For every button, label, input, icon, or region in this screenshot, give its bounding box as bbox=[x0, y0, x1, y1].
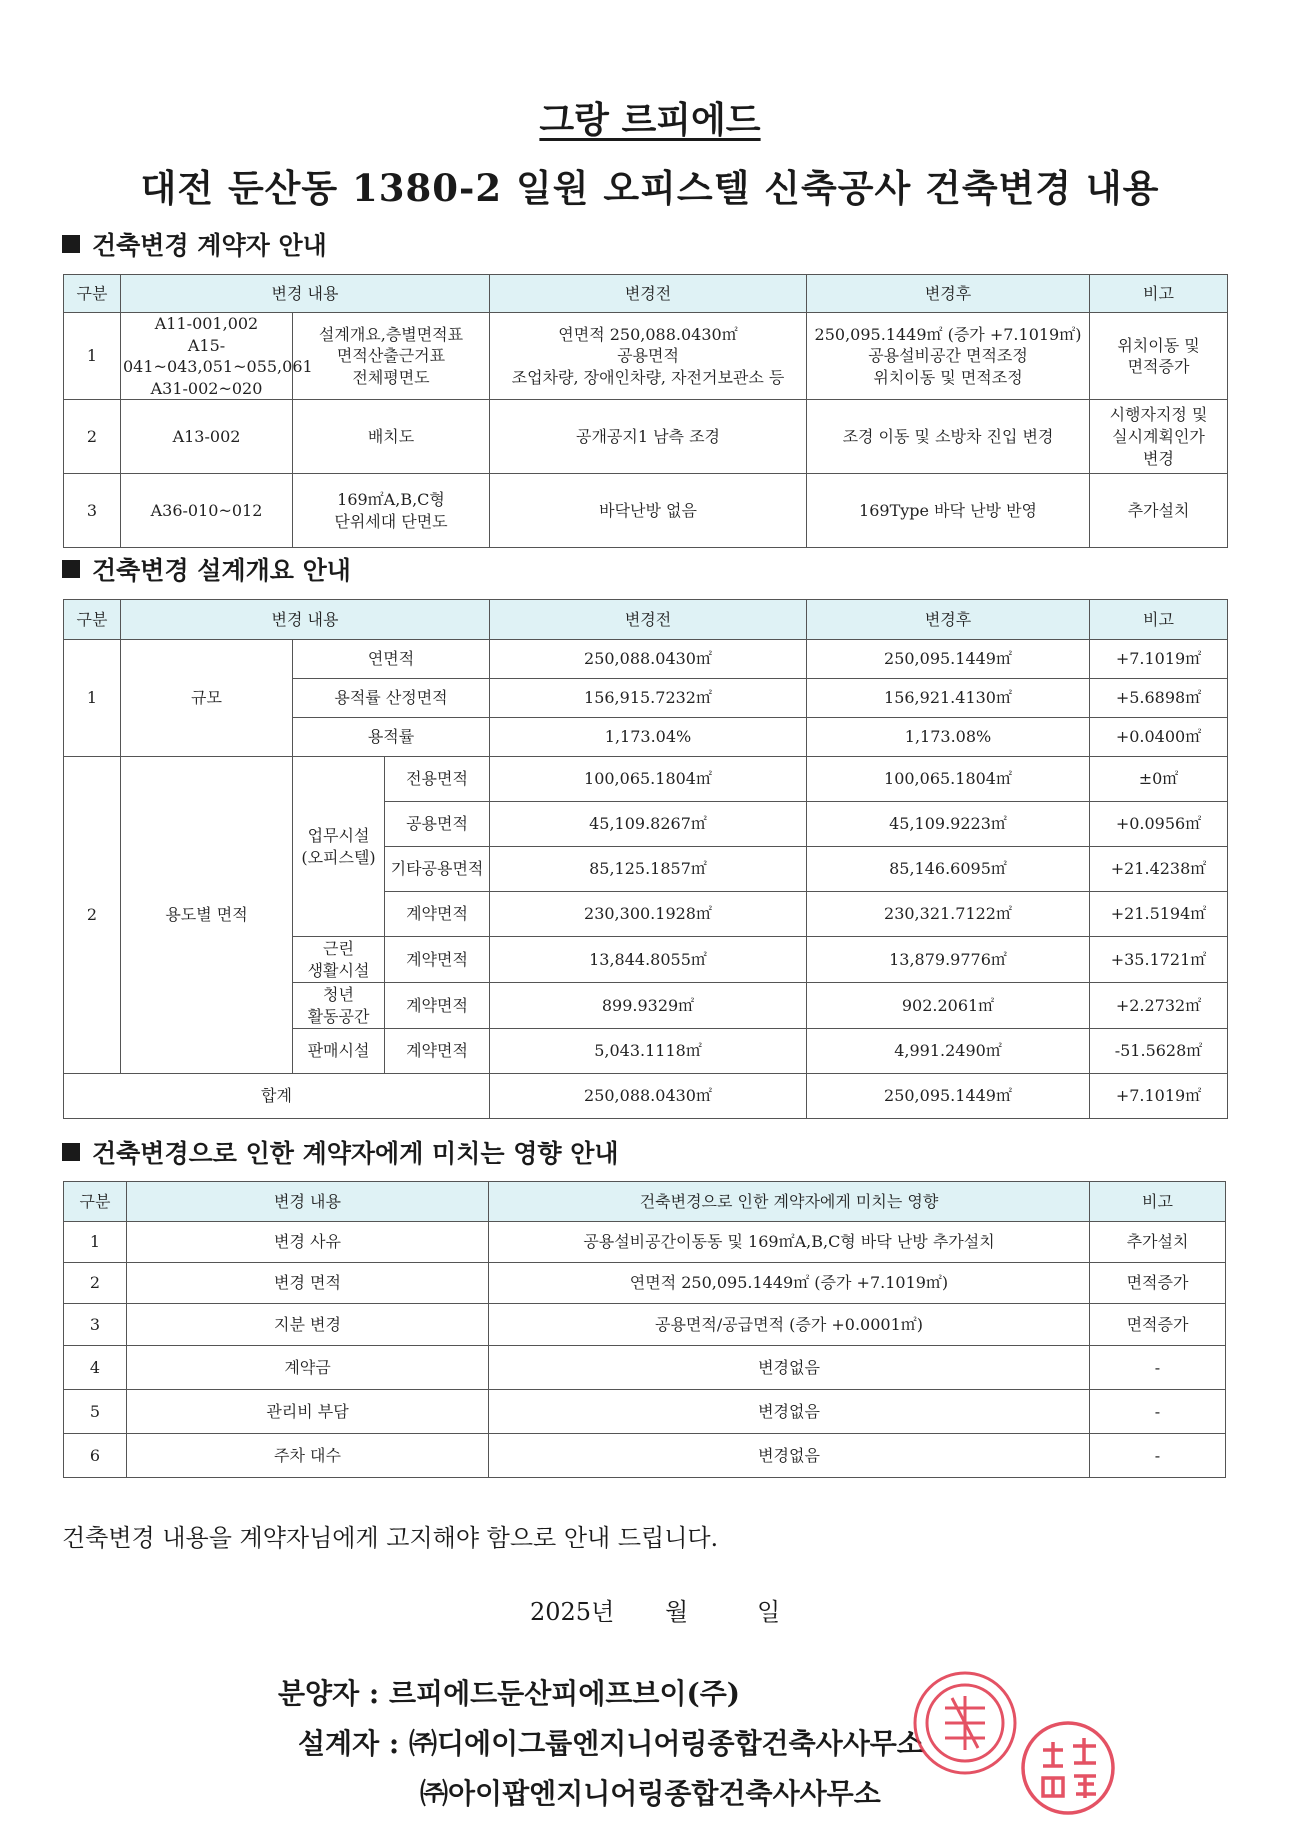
table-row: 기타공용면적 85,125.1857㎡ 85,146.6095㎡ +21.4238㎡ bbox=[64, 847, 1228, 892]
table-row: 판매시설 계약면적 5,043.1118㎡ 4,991.2490㎡ -51.5628㎡ bbox=[64, 1029, 1228, 1074]
header-cell: 변경전 bbox=[490, 275, 807, 313]
table-row: 5 관리비 부담 변경없음 - bbox=[64, 1390, 1226, 1434]
design-overview-table bbox=[63, 599, 1228, 1119]
square-bullet-icon bbox=[62, 560, 80, 578]
header-cell: 변경 내용 bbox=[121, 600, 490, 640]
header-cell: 변경후 bbox=[807, 275, 1090, 313]
header-cell: 건축변경으로 인한 계약자에게 미치는 영향 bbox=[489, 1182, 1090, 1222]
header-cell: 구분 bbox=[64, 1182, 127, 1222]
designer-signature-1: 설계자 : ㈜디에이그룹엔지니어링종합건축사사무소 bbox=[298, 1727, 924, 1760]
header-cell: 변경전 bbox=[490, 600, 807, 640]
table-row: 청년 활동공간 계약면적 899.9329㎡ 902.2061㎡ +2.2732㎡ bbox=[64, 983, 1228, 1029]
table-row: 2 변경 면적 연면적 250,095.1449㎡ (증가 +7.1019㎡) 면적증가 bbox=[64, 1263, 1226, 1304]
header-cell: 비고 bbox=[1090, 1182, 1226, 1222]
header-cell: 변경 내용 bbox=[121, 275, 490, 313]
square-bullet-icon bbox=[62, 1143, 80, 1161]
section2-heading: 건축변경 설계개요 안내 bbox=[62, 551, 351, 587]
document-title: 그랑 르피에드 bbox=[539, 99, 761, 141]
company-seal-stamp bbox=[910, 1668, 1020, 1778]
table-row: 3 A36-010~012 169㎡A,B,C형 단위세대 단면도 바닥난방 없음 169Type 바닥 난방 반영 추가설치 bbox=[64, 474, 1228, 548]
table-row: 근린 생활시설 계약면적 13,844.8055㎡ 13,879.9776㎡ +35.1721㎡ bbox=[64, 937, 1228, 983]
header-cell: 구분 bbox=[64, 600, 121, 640]
header-cell: 변경 내용 bbox=[127, 1182, 489, 1222]
designer-signature-2: ㈜아이팝엔지니어링종합건축사사무소 bbox=[420, 1777, 881, 1810]
section1-heading: 건축변경 계약자 안내 bbox=[62, 226, 327, 262]
table-row: 계약면적 230,300.1928㎡ 230,321.7122㎡ +21.5194㎡ bbox=[64, 892, 1228, 937]
notice-text: 건축변경 내용을 계약자님에게 고지해야 함으로 안내 드립니다. bbox=[62, 1524, 719, 1552]
table-row: 2 용도별 면적 업무시설 (오피스텔) 전용면적 100,065.1804㎡ 100,065.1804㎡ ±0㎡ bbox=[64, 757, 1228, 802]
table-row: 1 변경 사유 공용설비공간이동동 및 169㎡A,B,C형 바닥 난방 추가설치 추가설치 bbox=[64, 1222, 1226, 1263]
date-month: 월 bbox=[665, 1598, 689, 1626]
table-row: 3 지분 변경 공용면적/공급면적 (증가 +0.0001㎡) 면적증가 bbox=[64, 1304, 1226, 1346]
header-cell: 비고 bbox=[1090, 600, 1228, 640]
seller-signature: 분양자 : 르피에드둔산피에프브이(주) bbox=[278, 1677, 741, 1710]
table-row: 6 주차 대수 변경없음 - bbox=[64, 1434, 1226, 1478]
table-row: 4 계약금 변경없음 - bbox=[64, 1346, 1226, 1390]
square-bullet-icon bbox=[62, 235, 80, 253]
table-row: 용적률 1,173.04% 1,173.08% +0.0400㎡ bbox=[64, 718, 1228, 757]
architect-seal-stamp bbox=[1018, 1718, 1118, 1818]
section3-heading: 건축변경으로 인한 계약자에게 미치는 영향 안내 bbox=[62, 1134, 619, 1170]
header-cell: 변경후 bbox=[807, 600, 1090, 640]
table-row: 1 규모 연면적 250,088.0430㎡ 250,095.1449㎡ +7.1019㎡ bbox=[64, 640, 1228, 679]
table-row: 1 A11-001,002 A15-041~043,051~055,061 A31-002~020 설계개요,층별면적표 면적산출근거표 전체평면도 연면적 250,088.0430㎡ 공용면적 조업차량, 장애인차량, 자전거보관소 등 250,095.1449㎡ (증가 +7.1019㎡) 공용설비공간 면적조정 위치이동 및 면적조정 위치이동 및 면적증가 bbox=[64, 313, 1228, 400]
date-year: 2025년 bbox=[530, 1598, 615, 1626]
contractor-change-table bbox=[63, 274, 1228, 548]
total-row: 합계 250,088.0430㎡ 250,095.1449㎡ +7.1019㎡ bbox=[64, 1074, 1228, 1119]
date-day: 일 bbox=[757, 1598, 781, 1626]
impact-table bbox=[63, 1181, 1226, 1478]
header-cell: 비고 bbox=[1090, 275, 1228, 313]
table-row: 2 A13-002 배치도 공개공지1 남측 조경 조경 이동 및 소방차 진입 변경 시행자지정 및 실시계획인가 변경 bbox=[64, 400, 1228, 474]
document-subtitle: 대전 둔산동 1380-2 일원 오피스텔 신축공사 건축변경 내용 bbox=[140, 166, 1160, 210]
table-row: 공용면적 45,109.8267㎡ 45,109.9223㎡ +0.0956㎡ bbox=[64, 802, 1228, 847]
header-cell: 구분 bbox=[64, 275, 121, 313]
table-row: 용적률 산정면적 156,915.7232㎡ 156,921.4130㎡ +5.6898㎡ bbox=[64, 679, 1228, 718]
